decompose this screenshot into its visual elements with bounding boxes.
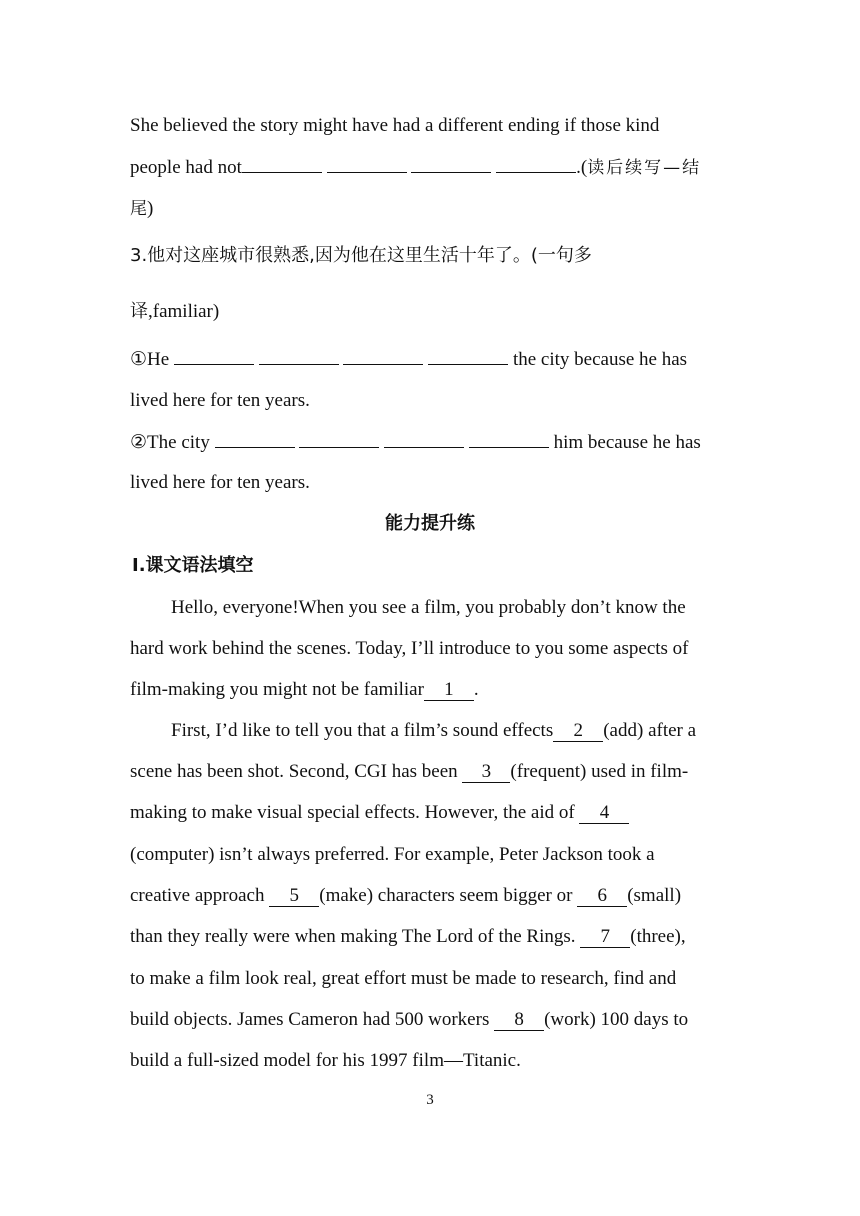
- blank-5[interactable]: 5: [269, 886, 319, 907]
- text: .: [473, 679, 479, 700]
- text-line: [130, 1008, 688, 1032]
- text-line: build a full-sized model for his 1997 film—Titanic.: [130, 1050, 521, 1071]
- text: film-making you might not be familiar: [130, 679, 424, 700]
- text-line: lived here for ten years.: [130, 472, 310, 493]
- text-line: [130, 155, 701, 180]
- text-line: [130, 300, 219, 324]
- text-line: [171, 719, 696, 743]
- text: (make) characters seem bigger or: [319, 885, 573, 906]
- text-line: [130, 197, 153, 221]
- text: ②The city: [130, 432, 210, 453]
- text-line: [130, 801, 629, 825]
- text: scene has been shot. Second, CGI has been: [130, 761, 458, 782]
- text-line: She believed the story might have had a different ending if those kind: [130, 115, 660, 136]
- text-line: lived here for ten years.: [130, 390, 310, 411]
- text: (work) 100 days to: [544, 1009, 689, 1030]
- text-line: [130, 678, 479, 702]
- text: First, I’d like to tell you that a film’s sound effects: [171, 720, 554, 741]
- text-line: [130, 884, 681, 908]
- section-subtitle: Ⅰ.课文语法填空: [132, 555, 254, 576]
- text: ,familiar): [148, 301, 220, 322]
- text-line: hard work behind the scenes. Today, I’ll introduce to you some aspects of: [130, 638, 689, 659]
- answer-blank[interactable]: [299, 430, 379, 448]
- text: creative approach: [130, 885, 265, 906]
- answer-blank[interactable]: [411, 155, 491, 173]
- page-number: 3: [426, 1092, 434, 1108]
- blank-6[interactable]: 6: [577, 886, 627, 907]
- answer-blank[interactable]: [215, 430, 295, 448]
- answer-blank[interactable]: [496, 155, 576, 173]
- text: build objects. James Cameron had 500 workers: [130, 1009, 490, 1030]
- answer-blank[interactable]: [242, 155, 322, 173]
- blank-8[interactable]: 8: [494, 1010, 544, 1031]
- answer-blank[interactable]: [259, 347, 339, 365]
- answer-blank[interactable]: [343, 347, 423, 365]
- text: (add) after a: [603, 720, 697, 741]
- text: people had not: [130, 157, 242, 178]
- blank-2[interactable]: 2: [553, 721, 603, 742]
- text: than they really were when making The Lord of the Rings.: [130, 926, 576, 947]
- text-line: [130, 347, 687, 372]
- text-line: [130, 925, 686, 949]
- question-3-prompt: 3.他对这座城市很熟悉,因为他在这里生活十年了。(一句多: [130, 245, 592, 266]
- blank-4[interactable]: 4: [579, 803, 629, 824]
- text: the city because he has: [512, 349, 688, 370]
- text: ): [147, 198, 154, 219]
- text: (small): [627, 885, 682, 906]
- text-line: [130, 430, 701, 455]
- text: him because he has: [553, 432, 701, 453]
- text: .(: [576, 157, 588, 178]
- source-note: 尾: [130, 199, 147, 219]
- source-note: 读后续写—结: [587, 158, 702, 178]
- text: making to make visual special effects. However, the aid of: [130, 802, 575, 823]
- blank-1[interactable]: 1: [424, 680, 474, 701]
- text: ①He: [130, 349, 170, 370]
- blank-7[interactable]: 7: [580, 927, 630, 948]
- answer-blank[interactable]: [174, 347, 254, 365]
- section-title: 能力提升练: [385, 513, 475, 534]
- text-line: [130, 760, 688, 784]
- text: (three),: [630, 926, 686, 947]
- answer-blank[interactable]: [469, 430, 549, 448]
- blank-3[interactable]: 3: [462, 762, 510, 783]
- answer-blank[interactable]: [384, 430, 464, 448]
- text: 译: [130, 301, 148, 322]
- answer-blank[interactable]: [327, 155, 407, 173]
- text-line: Hello, everyone!When you see a film, you probably don’t know the: [171, 597, 686, 618]
- answer-blank[interactable]: [428, 347, 508, 365]
- text-line: to make a film look real, great effort must be made to research, find and: [130, 968, 677, 989]
- text: (frequent) used in film-: [510, 761, 689, 782]
- text-line: (computer) isn’t always preferred. For example, Peter Jackson took a: [130, 844, 655, 865]
